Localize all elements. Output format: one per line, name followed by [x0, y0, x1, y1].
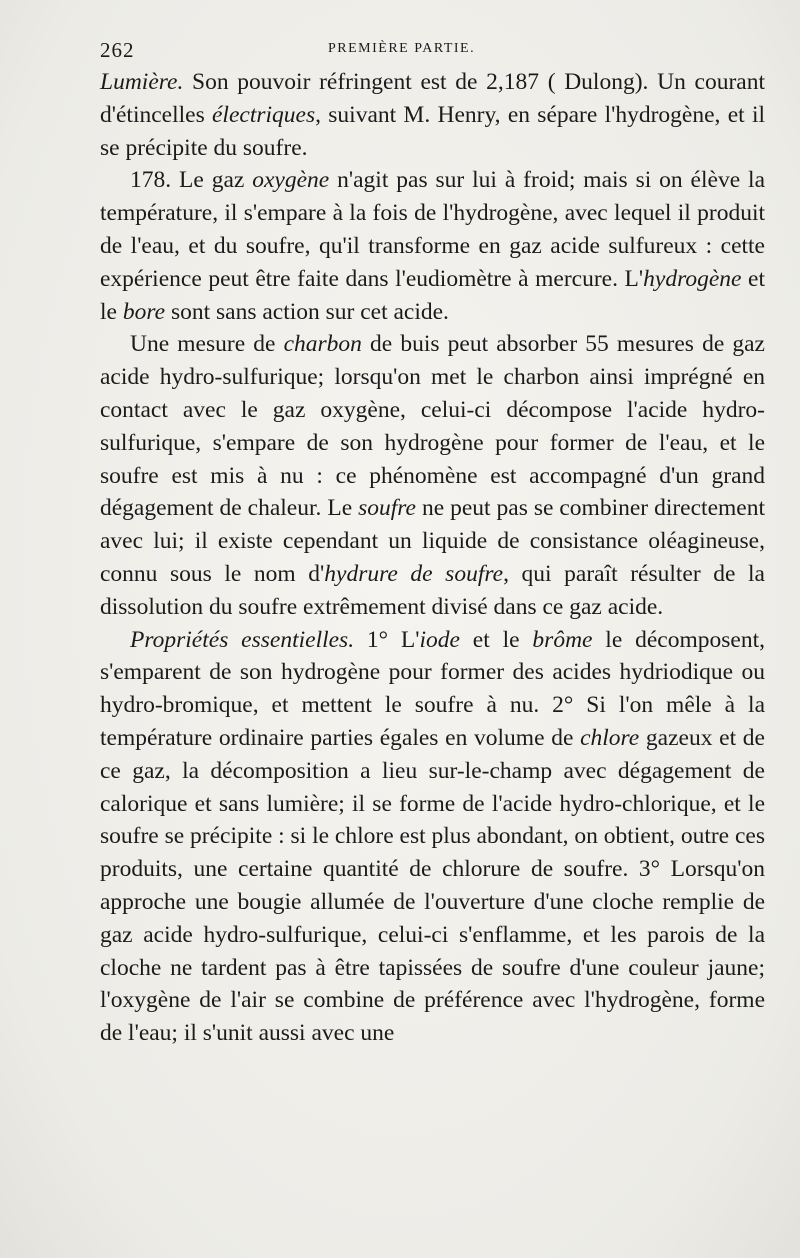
italic-text: brôme — [532, 626, 593, 653]
running-title: PREMIÈRE PARTIE. — [328, 41, 476, 56]
text-run: et le — [100, 265, 765, 325]
italic-text: chlore — [580, 724, 640, 751]
italic-text: électriques — [212, 101, 316, 128]
page-header — [100, 38, 760, 62]
page-body — [100, 66, 765, 1050]
text-run: et le — [459, 626, 533, 653]
text-run: , suivant M. Henry, en sépare l'hydrogène, et il se précipite du soufre. — [100, 101, 765, 161]
page-number: 262 — [100, 38, 135, 62]
text-run: 1° L' — [354, 626, 420, 653]
italic-text: bore — [122, 298, 166, 325]
text-run: Une mesure de — [130, 331, 284, 358]
text-run: n'agit pas sur lui à froid; mais si on élève la température, il s'empare à la fois de l'hydrogène, avec lequel il produit de l'eau, et du soufre, qu'il transforme en gaz acide sulfureux : cette expérience peut être faite dans l'eudiomètre à mercure. L' — [100, 167, 765, 292]
italic-text: oxygène — [252, 167, 330, 194]
text-run: ne peut pas se combiner directement avec lui; il existe cependant un liquide de consistance oléagineuse, connu sous le nom d' — [100, 495, 765, 587]
italic-text: iode — [419, 626, 460, 653]
text-run: le décomposent, s'emparent de son hydrogène pour former des acides hydriodique ou hydro-bromique, et mettent le soufre à nu. 2° Si l'on mêle à la température ordinaire parties égales en volume de — [100, 626, 765, 751]
italic-text: Lumière. — [100, 69, 184, 95]
text-run: de buis peut absorber 55 mesures de gaz acide hydro-sulfurique; lorsqu'on met le charbon ainsi imprégné en contact avec le gaz oxygène, celui-ci décompose l'acide hydro-sulfurique, s'empare de son hydrogène pour former de l'eau, et le soufre est mis à nu : ce phénomène est accompagné d'un grand dégagement de chaleur. Le — [100, 331, 765, 522]
text-run: sont sans action sur cet acide. — [165, 298, 449, 325]
text-run: gazeux et de ce gaz, la décomposition a lieu sur-le-champ avec dégagement de calorique et sans lumière; il se forme de l'acide hydro-chlorique, et le soufre se précipite : si le chlore est plus abondant, on obtient, outre ces produits, une certaine quantité de chlorure de soufre. 3° Lorsqu'on approche une bougie allumée de l'ouverture d'une cloche remplie de gaz acide hydro-sulfurique, celui-ci s'enflamme, et les parois de la cloche ne tardent pas à être tapissées de soufre d'une couleur jaune; l'oxygène de l'air se combine de préférence avec l'hydrogène, forme de l'eau; il s'unit aussi avec une — [100, 724, 765, 1047]
italic-text: hydrure de soufre — [324, 560, 504, 587]
text-run: 178. Le gaz — [130, 167, 253, 194]
text-run: Son pouvoir réfringent est de 2,187 ( Dulong). Un courant d'étincelles — [100, 69, 765, 128]
italic-text: hydrogène — [643, 265, 742, 292]
italic-text: charbon — [283, 331, 362, 358]
italic-text: soufre — [358, 495, 416, 522]
paragraph — [100, 66, 765, 164]
paragraph — [100, 624, 765, 1050]
paragraph — [100, 328, 765, 623]
italic-text: Propriétés essentielles. — [130, 626, 355, 653]
paragraph — [100, 164, 765, 328]
text-run: , qui paraît résulter de la dissolution du soufre extrêmement divisé dans ce gaz acide. — [100, 560, 765, 620]
